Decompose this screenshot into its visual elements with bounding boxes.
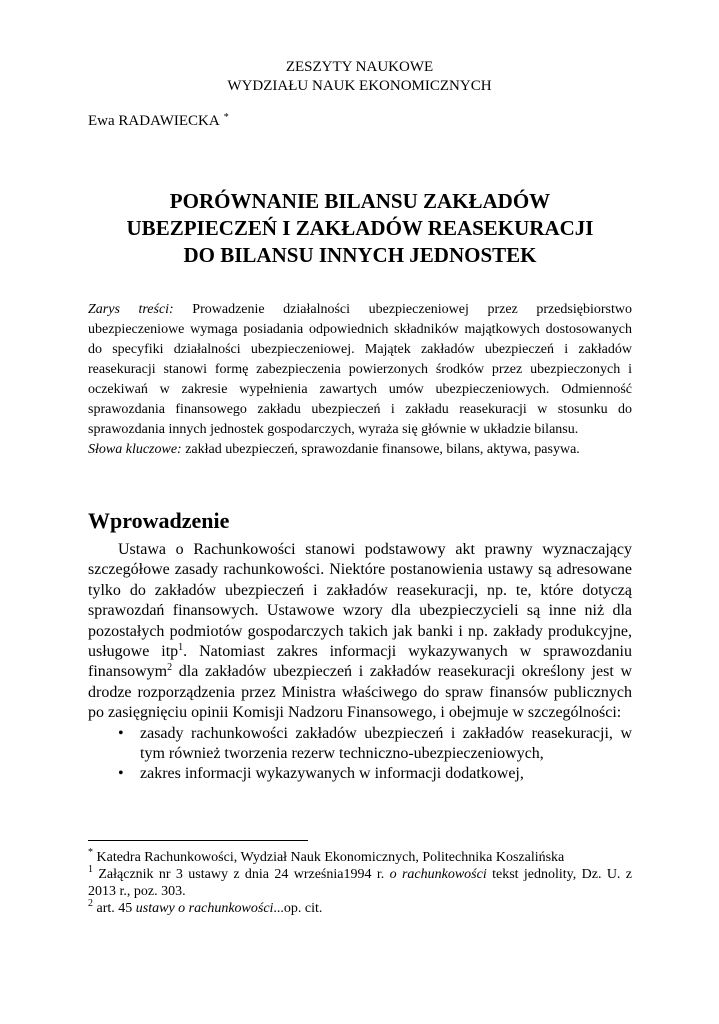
footnote-1-text-a: Załącznik nr 3 ustawy z dnia 24 września1994 r. [93,867,390,882]
footnote-2-text-a: art. 45 [93,901,136,916]
intro-paragraph [88,540,632,724]
bullet-icon: • [118,724,124,742]
footnote-mark: 2 [88,898,93,909]
abstract-label: Zarys treści: [88,302,174,317]
list-item [88,764,632,784]
journal-name-line2: WYDZIAŁU NAUK EKONOMICZNYCH [227,78,492,94]
keywords-text: zakład ubezpieczeń, sprawozdanie finansowe, bilans, aktywa, pasywa. [181,442,580,457]
footnote-ref-1[interactable]: 1 [178,642,184,654]
footnote-1 [88,866,632,900]
author-footnote-mark: * [223,112,229,123]
footnote-2-text-b: ...op. cit. [273,901,323,916]
abstract-text: Prowadzenie działalności ubezpieczeniowej przez przedsiębiorstwo ubezpieczeniowe wymaga posiadania odpowiednich składników majątkowych dostosowanych do specyfiki działalności ubezpieczeniowej. Majątek zakładów ubezpieczeń i zakładów reasekuracji stanowi formę zabezpieczenia powierzonych środków przez ubezpieczonych i oczekiwań w zakresie wypełnienia zawartych umów ubezpieczeniowych. Odmienność sprawozdania finansowego zakładu ubezpieczeń i zakładu reasekuracji w stosunku do sprawozdania innych jednostek gospodarczych, wyraża się głównie w układzie bilansu. [88,302,632,437]
footnotes [88,849,632,917]
list-item-text: zasady rachunkowości zakładów ubezpieczeń i zakładów reasekuracji, w tym również tworzenia rezerw techniczno-ubezpieczeniowych, [140,724,632,763]
list-item-text: zakres informacji wykazywanych w informacji dodatkowej, [140,765,524,783]
scope-list [88,724,632,785]
footnote-mark: * [88,847,93,858]
author-name: Ewa RADAWIECKA [88,113,220,129]
title-line1: PORÓWNANIE BILANSU ZAKŁADÓW [169,189,551,213]
paper-title [88,188,632,269]
footnote-separator [88,840,308,841]
footnote-mark: 1 [88,864,93,875]
journal-name-line1: ZESZYTY NAUKOWE [285,59,434,75]
footnote-2-italic: ustawy o rachunkowości [135,901,274,916]
intro-text-part2: . Natomiast zakres informacji wykazywanych w sprawozdaniu finansowym [88,643,633,681]
bullet-icon: • [118,765,124,783]
author [88,112,229,130]
list-item [88,724,632,765]
section-body [88,540,632,785]
abstract-paragraph [88,300,632,440]
keywords-label: Słowa kluczowe: [88,442,182,457]
intro-text-part3: dla zakładów ubezpieczeń i zakładów reasekuracji określony jest w drodze rozporządzenia przez Ministra właściwego do spraw finansów publicznych po zasięgnięciu opinii Komisji Nadzoru Finansowego, i obejmuje w szczególności: [88,663,632,722]
footnote-1-italic: o rachunkowości [389,867,487,882]
intro-text-part1: Ustawa o Rachunkowości stanowi podstawowy akt prawny wyznaczający szczegółowe zasady rachunkowości. Niektóre postanowienia ustawy są adresowane tylko do zakładów ubezpieczeń i zakładów reasekuracji, np. te, które dotyczą sprawozdań finansowych. Ustawowe wzory dla ubezpieczycieli są inne niż dla pozostałych podmiotów gospodarczych takich jak banki i np. zakłady produkcyjne, usługowe itp [88,541,632,661]
title-line2: UBEZPIECZEŃ I ZAKŁADÓW REASEKURACJI [126,216,594,240]
footnote-1-text-b: tekst jednolity, Dz. U. z 2013 r., poz. 303. [88,867,632,899]
abstract [88,300,632,460]
title-line3: DO BILANSU INNYCH JEDNOSTEK [183,243,537,267]
footnote-ref-2[interactable]: 2 [167,662,173,674]
affiliation-text: Katedra Rachunkowości, Wydział Nauk Ekonomicznych, Politechnika Koszalińska [93,850,565,865]
footnote-affiliation [88,849,632,866]
keywords-paragraph [88,440,632,460]
journal-header [0,58,719,96]
section-heading: Wprowadzenie [88,508,230,533]
footnote-2 [88,900,632,917]
